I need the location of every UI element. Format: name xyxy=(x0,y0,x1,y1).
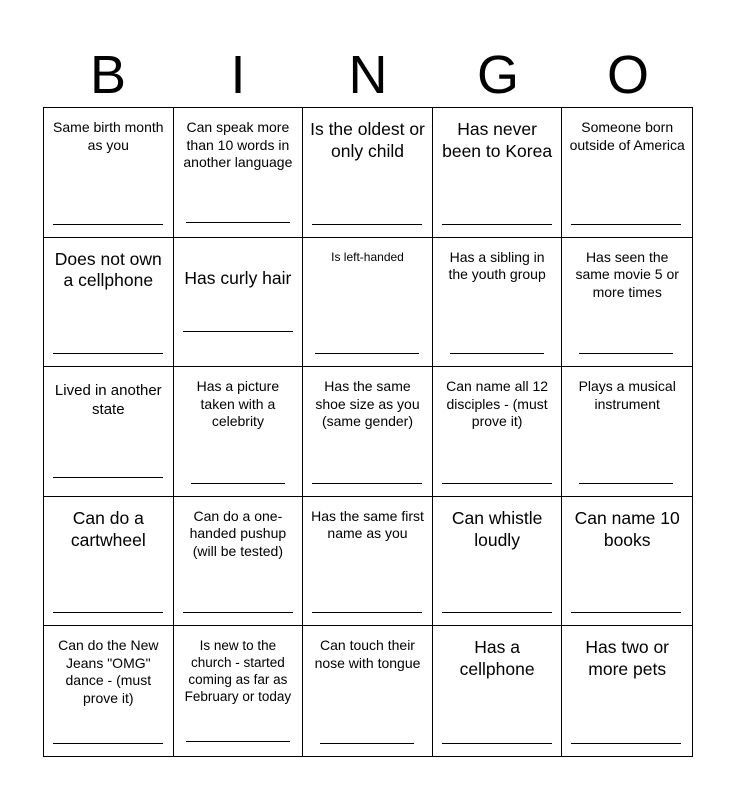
signature-line xyxy=(312,483,422,484)
signature-line xyxy=(315,353,419,354)
square-text: Can name 10 books xyxy=(574,507,680,550)
bingo-square[interactable] xyxy=(174,497,304,627)
square-text: Has curly hair xyxy=(184,267,292,288)
signature-line xyxy=(53,743,163,744)
square-text: Can speak more than 10 words in another language xyxy=(183,119,293,170)
bingo-square[interactable] xyxy=(562,108,692,238)
square-text: Can do a one-handed pushup (will be tested) xyxy=(189,507,287,559)
bingo-square[interactable] xyxy=(303,238,433,368)
bingo-square[interactable] xyxy=(44,497,174,627)
signature-line xyxy=(53,612,163,613)
square-text: Has never been to Korea xyxy=(442,119,553,161)
square-text: Does not own a cellphone xyxy=(54,248,162,291)
square-text: Has two or more pets xyxy=(585,637,670,680)
bingo-square[interactable] xyxy=(433,497,563,627)
bingo-square[interactable] xyxy=(433,108,563,238)
header-letter-o: O xyxy=(606,45,649,105)
signature-line xyxy=(442,612,552,613)
bingo-square[interactable] xyxy=(44,238,174,368)
bingo-card-grid xyxy=(43,107,693,757)
signature-line xyxy=(571,743,681,744)
square-text: Same birth month as you xyxy=(53,119,164,153)
signature-line xyxy=(312,224,422,225)
bingo-square[interactable] xyxy=(562,367,692,497)
square-text: Is new to the church - started coming as far as February or today xyxy=(184,638,292,705)
square-text: Has the same first name as you xyxy=(311,507,424,542)
square-text: Plays a musical instrument xyxy=(578,378,676,412)
signature-line xyxy=(579,353,673,354)
header-letter-i: I xyxy=(230,45,246,105)
bingo-square[interactable] xyxy=(44,367,174,497)
signature-line xyxy=(53,477,163,478)
bingo-square[interactable] xyxy=(174,108,304,238)
square-text: Can do the New Jeans "OMG" dance - (must prove it) xyxy=(58,637,159,706)
square-text: Has the same shoe size as you (same gender) xyxy=(315,378,420,430)
square-text: Can whistle loudly xyxy=(451,507,543,550)
square-text: Has a sibling in the youth group xyxy=(448,248,546,283)
signature-line xyxy=(442,483,552,484)
square-text: Has a cellphone xyxy=(459,637,535,680)
bingo-square[interactable] xyxy=(433,367,563,497)
square-text: Someone born outside of America xyxy=(569,119,685,153)
signature-line xyxy=(442,743,552,744)
signature-line xyxy=(450,353,544,354)
bingo-square[interactable] xyxy=(303,108,433,238)
signature-line xyxy=(442,224,552,225)
header-letter-g: G xyxy=(476,45,519,105)
square-text: Can name all 12 disciples - (must prove it) xyxy=(446,378,549,430)
square-text: Is the oldest or only child xyxy=(310,119,425,161)
signature-line xyxy=(320,743,414,744)
bingo-square[interactable] xyxy=(44,626,174,756)
signature-line xyxy=(53,353,163,354)
bingo-square[interactable] xyxy=(562,497,692,627)
signature-line xyxy=(183,612,293,613)
bingo-square[interactable] xyxy=(433,626,563,756)
header-letter-b: B xyxy=(89,45,127,105)
square-text: Has a picture taken with a celebrity xyxy=(196,378,280,430)
bingo-header xyxy=(43,44,693,106)
square-text: Can do a cartwheel xyxy=(70,507,146,550)
signature-line xyxy=(183,331,293,332)
bingo-square[interactable] xyxy=(174,626,304,756)
signature-line xyxy=(186,222,290,223)
signature-line xyxy=(579,483,673,484)
bingo-square[interactable] xyxy=(303,626,433,756)
signature-line xyxy=(571,224,681,225)
bingo-square[interactable] xyxy=(174,367,304,497)
bingo-square[interactable] xyxy=(433,238,563,368)
square-text: Lived in another state xyxy=(54,382,162,418)
square-text: Is left-handed xyxy=(331,249,404,264)
bingo-square[interactable] xyxy=(303,497,433,627)
signature-line xyxy=(186,741,290,742)
bingo-square[interactable] xyxy=(174,238,304,368)
bingo-square[interactable] xyxy=(562,238,692,368)
square-text: Can touch their nose with tongue xyxy=(314,637,421,671)
signature-line xyxy=(191,483,285,484)
signature-line xyxy=(53,224,163,225)
signature-line xyxy=(571,612,681,613)
bingo-square[interactable] xyxy=(303,367,433,497)
bingo-square[interactable] xyxy=(562,626,692,756)
square-text: Has seen the same movie 5 or more times xyxy=(575,248,679,300)
header-letter-n: N xyxy=(348,45,388,105)
signature-line xyxy=(312,612,422,613)
bingo-square[interactable] xyxy=(44,108,174,238)
